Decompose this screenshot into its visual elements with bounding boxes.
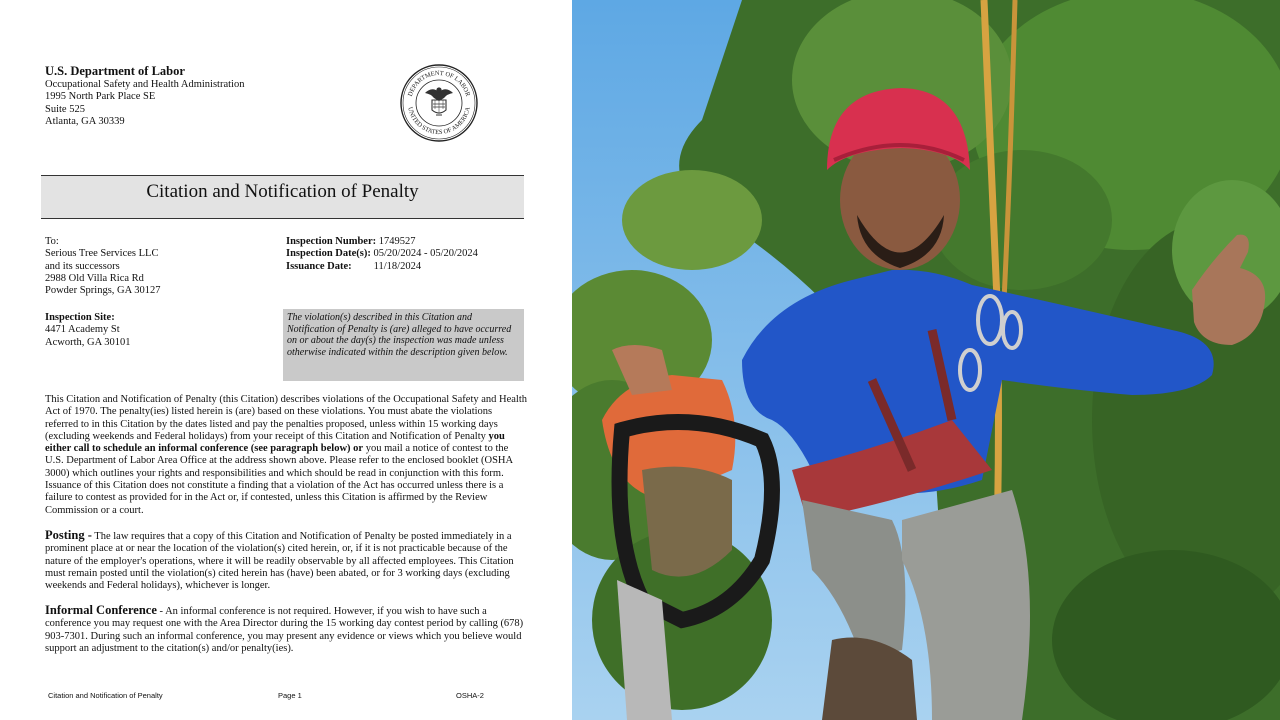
agency-name: Occupational Safety and Health Administration [45,79,245,90]
inspection-dates-label: Inspection Date(s): [286,248,371,260]
inspection-site-label: Inspection Site: [45,312,115,323]
posting-heading: Posting - [45,528,92,542]
agency-header [45,64,244,128]
site-line: Acworth, GA 30101 [45,336,131,348]
citation-document [0,0,572,720]
intro-text: This Citation and Notification of Penalty (this Citation) describes violations of the Occupational Safety and Health Act of 1970. The penalty(ies) listed herein is (are) based on these violations. You must abate the violations referred to in this Citation by the dates listed and pay the penalties proposed, unless within 15 working days (excluding weekends and Federal holidays) from your receipt of this Citation and Notification of Penalty [45,394,528,442]
footer-form-number: OSHA-2 [456,691,484,700]
inspection-number-label: Inspection Number: [286,236,377,247]
conference-heading: Informal Conference [45,603,157,617]
document-title: Citation and Notification of Penalty [146,181,419,202]
footer-title: Citation and Notification of Penalty [48,691,163,700]
violation-notice-box: The violation(s) described in this Citation and Notification of Penalty is (are) alleged to have occurred on or about the day(s) the inspection was made unless otherwise indicated within the description given below. [283,309,524,381]
posting-paragraph [45,529,527,592]
intro-paragraph [45,394,527,517]
recipient-block [45,236,161,297]
department-name: U.S. Department of Labor [45,64,185,78]
intro-text-continued: you mail a notice of contest to the U.S. Department of Labor Area Office at the address shown above. Please refer to the enclosed booklet (OSHA 3000) which outlines your rights and responsibilities and which should be read in conjunction with this form. Issuance of this Citation does not constitute a finding that a violation of the Act has occurred unless there is a failure to contest as provided for in the Act or, if contested, unless this Citation is affirmed by the Review Commission or a court. [45,443,513,516]
suite: Suite 525 [45,103,85,115]
site-line: 4471 Academy St [45,324,120,336]
department-of-labor-seal-icon [398,63,480,143]
seal-bottom-text: UNITED STATES OF AMERICA [406,106,472,137]
conference-text: - An informal conference is not required. However, if you wish to have such a conference you may request one with the Area Director during the 15 working day contest period by calling (678) 903-7301. During such an informal conference, you may present any evidence or views which you believe would support an adjustment to the citation(s) and/or penalty(ies). [45,606,524,654]
intro-bold-text: you either call to schedule an informal conference (see paragraph below) or [45,430,505,455]
tree-worker-photo [572,0,1280,720]
footer-page: Page 1 [278,691,302,700]
inspection-number: 1749527 [378,236,416,247]
city-state-zip: Atlanta, GA 30339 [45,115,125,127]
recipient-line: 2988 Old Villa Rica Rd [45,272,144,284]
inspection-dates: 05/20/2024 - 05/20/2024 [373,248,478,260]
inspection-details [286,236,478,273]
seal-top-text: DEPARTMENT OF LABOR [406,69,472,98]
street-address: 1995 North Park Place SE [45,91,156,103]
posting-text: The law requires that a copy of this Citation and Notification of Penalty be posted immediately in a prominent place at or near the location of the violation(s) cited herein, or, if it is not practicable because of the nature of the employer's operations, where it will be readily observable by all affected employees. This Citation must remain posted until the violation(s) cited herein has (have) been abated, or for 3 working days (excluding weekends and Federal holidays), whichever is longer. [45,531,514,592]
inspection-site-block [45,312,130,349]
informal-conference-paragraph [45,604,527,655]
recipient-line: Powder Springs, GA 30127 [45,285,161,297]
issuance-date: 11/18/2024 [373,260,422,272]
issuance-date-label: Issuance Date: [286,260,352,272]
recipient-line: Serious Tree Services LLC [45,248,159,260]
recipient-line: and its successors [45,260,120,272]
document-title-bar [41,175,524,219]
recipient-label: To: [45,236,59,247]
